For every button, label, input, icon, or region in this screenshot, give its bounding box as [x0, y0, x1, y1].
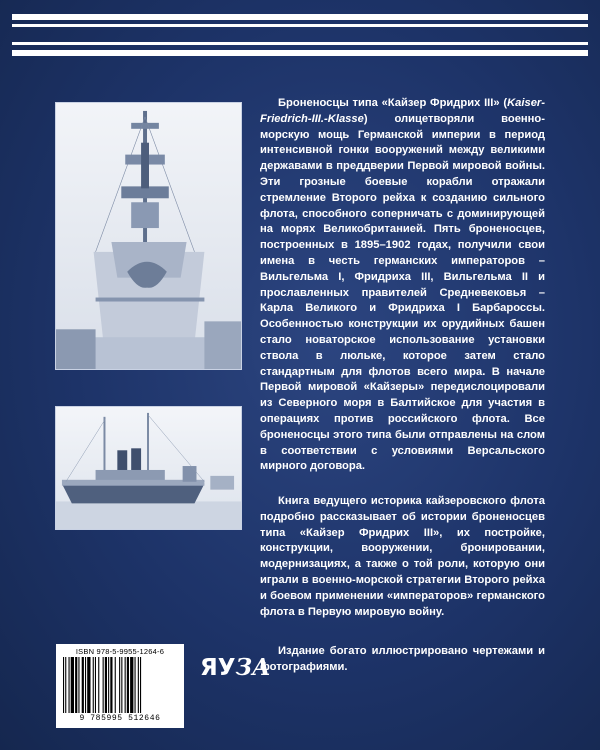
barcode-label	[56, 644, 184, 728]
barcode-bar	[93, 657, 94, 713]
battleship-fleet-photo	[55, 406, 242, 530]
barcode-bar	[63, 657, 64, 713]
barcode-bar	[71, 657, 74, 713]
top-stripe-thin	[12, 24, 588, 27]
barcode-bar	[105, 657, 107, 713]
barcode-bar	[87, 657, 90, 713]
barcode-bar	[127, 657, 129, 713]
barcode-digits: 9 785995 512646	[79, 714, 161, 723]
top-stripe-thick-lower	[12, 50, 588, 56]
barcode-bar	[82, 657, 84, 713]
description-paragraph-1: Броненосцы типа «Кайзер Фридрих III» (Kaiser-Friedrich-III.-Klasse) олицетворяли военно-морскую мощь Германской империи в период интенсивной гонки вооружений между великими державами в преддверии Первой мировой войны. Эти грозные боевые корабли отражали стремление Второго рейха к созданию сильного флота, способного соперничать с доминирующей на морях Великобританией. Пять броненосцев, построенных в 1895–1902 годах, получили свои имена в честь германских императоров – Вильгельма I, Фридриха III, Вильгельма II и прославленных правителей Средневековья – Карла Великого и Фридриха I Барбароссы. Особенностью конструкции их орудийных башен стало новаторское использование установки ствола в люльке, которое затем стало стандартным для флотов всего мира. В начале Первой мировой «Кайзеры» передислоцировали из Северного моря в Балтийское для участия в операциях против российского флота. Все броненосцы этого типа были отправлены на слом в соответствии с условиями Версальского мирного договора.	[260, 97, 545, 473]
barcode-bar	[75, 657, 77, 713]
barcode-bar	[98, 657, 99, 713]
barcode-bar	[108, 657, 109, 713]
barcode-bar	[135, 657, 136, 713]
barcode-bar	[119, 657, 120, 713]
isbn-text: ISBN 978-5-9955-1264-6	[75, 647, 165, 656]
barcode-bar	[78, 657, 79, 713]
top-stripe-thick	[12, 14, 588, 20]
barcode-bar	[140, 657, 141, 713]
barcode-bar	[65, 657, 66, 713]
barcode-bar	[121, 657, 122, 713]
barcode-bar	[110, 657, 112, 713]
barcode-bar	[103, 657, 104, 713]
barcode-bars	[61, 657, 179, 713]
description-paragraph-2: Книга ведущего историка кайзеровского флота подробно рассказывает об истории броненосцев типа «Кайзер Фридрих III», их постройке, конструкции, вооружении, бронировании, модернизациях, а также о той роли, которую они играли в военно-морской стратегии Второго рейха и боевом применении «императоров» германского флота в Первую мировую войну.	[260, 495, 545, 618]
barcode-bar	[95, 657, 96, 713]
barcode-bar	[69, 657, 70, 713]
barcode-bar	[130, 657, 133, 713]
barcode-bar	[125, 657, 126, 713]
battleship-bow-photo	[55, 102, 242, 370]
description-paragraph-3: Издание богато иллюстрировано чертежами и фотографиями.	[260, 645, 545, 673]
publisher-logo	[200, 654, 271, 681]
barcode-bar	[85, 657, 86, 713]
publisher-logo-right: ЗА	[235, 654, 271, 681]
publisher-logo-left: ЯУ	[200, 655, 236, 681]
barcode-bar	[138, 657, 139, 713]
barcode-bar	[115, 657, 116, 713]
top-stripe-thin-lower	[12, 42, 588, 45]
